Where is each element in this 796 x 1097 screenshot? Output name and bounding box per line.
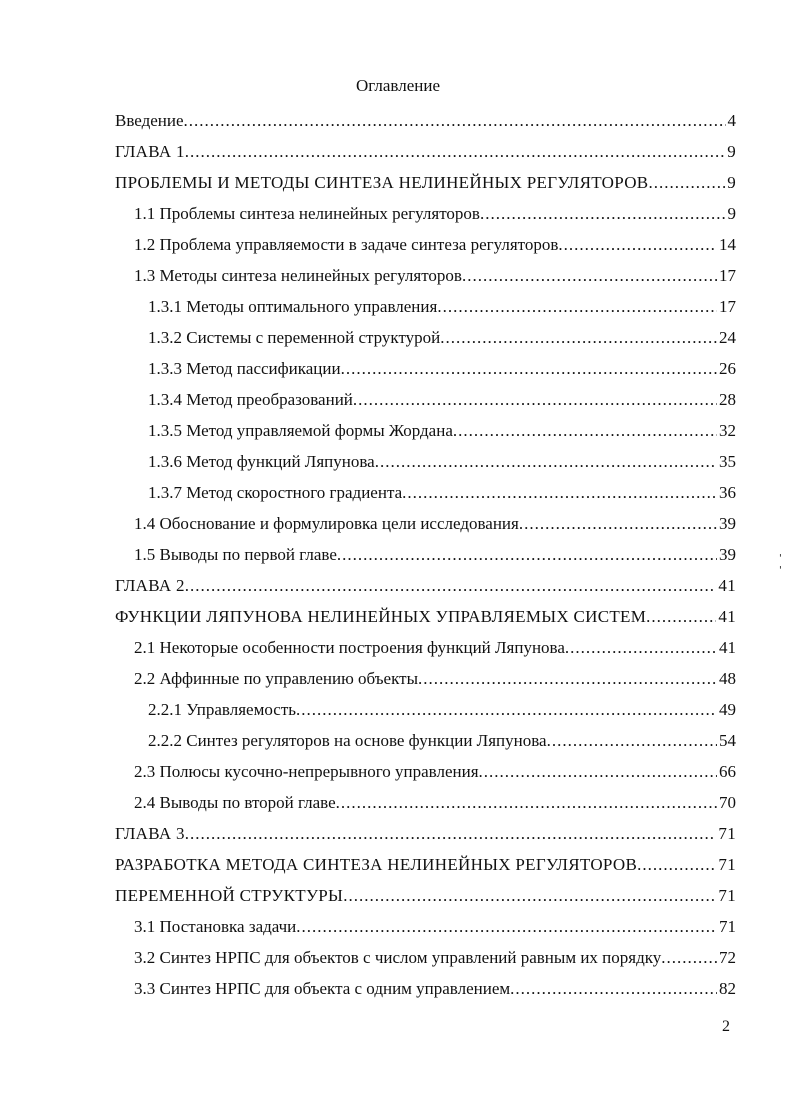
toc-entry-1-3-3[interactable] [148, 356, 736, 382]
toc-entry-page: 28 [719, 390, 736, 409]
toc-entry-1-1[interactable] [134, 201, 736, 227]
toc-leader [462, 263, 717, 289]
toc-entry-label: 1.3.7 Метод скоростного градиента [148, 483, 403, 502]
toc-entry-label: РАЗРАБОТКА МЕТОДА СИНТЕЗА НЕЛИНЕЙНЫХ РЕГУЛЯТОРОВ [115, 855, 638, 874]
toc-leader [337, 542, 717, 568]
toc-entry-label: 1.3.5 Метод управляемой формы Жордана [148, 421, 453, 440]
toc-entry-label: 1.3.1 Методы оптимального управления [148, 297, 438, 316]
toc-entry-chapter-2[interactable] [115, 573, 736, 599]
toc-entry-page: 82 [719, 979, 736, 998]
toc-leader [646, 604, 716, 630]
toc-entry-label: ПЕРЕМЕННОЙ СТРУКТУРЫ [115, 886, 344, 905]
toc-entry-1-3-5[interactable] [148, 418, 736, 444]
toc-entry-label: 3.3 Синтез НРПС для объекта с одним управлением [134, 979, 511, 998]
toc-entry-page: 17 [719, 297, 736, 316]
toc-entry-2-2-1[interactable] [148, 697, 736, 723]
toc-entry-page: 41 [718, 607, 736, 626]
toc-leader [336, 790, 717, 816]
toc-entry-chapter-3[interactable] [115, 821, 736, 847]
toc-entry-page: 39 [719, 545, 736, 564]
toc-leader [296, 697, 717, 723]
toc-leader [402, 480, 717, 506]
toc-entry-label: 1.2 Проблема управляемости в задаче синтеза регуляторов [134, 235, 559, 254]
toc-entry-label: 1.3.2 Системы с переменной структурой [148, 328, 441, 347]
toc-entry-chapter-3-title[interactable] [115, 852, 736, 878]
toc-entry-label: 2.2.1 Управляемость [148, 700, 296, 719]
toc-entry-label: 1.3.6 Метод функций Ляпунова [148, 452, 375, 471]
toc-entry-page: 54 [719, 731, 736, 750]
toc-entry-label: ГЛАВА 3 [115, 824, 185, 843]
toc-leader [353, 387, 717, 413]
toc-entry-page: 48 [719, 669, 736, 688]
toc-entry-introduction[interactable] [115, 108, 736, 134]
toc-entry-label: 1.5 Выводы по первой главе [134, 545, 337, 564]
toc-entry-3-3[interactable] [134, 976, 736, 1002]
toc-entry-page: 24 [719, 328, 736, 347]
toc-entry-1-3-7[interactable] [148, 480, 736, 506]
toc-leader [375, 449, 717, 475]
toc-entry-label: 2.2.2 Синтез регуляторов на основе функции Ляпунова [148, 731, 547, 750]
toc-entry-chapter-2-title[interactable] [115, 604, 736, 630]
toc-leader [184, 108, 726, 134]
page-number: 2 [722, 1018, 730, 1035]
toc-entry-page: 36 [719, 483, 736, 502]
toc-leader [453, 418, 717, 444]
toc-entry-page: 71 [718, 855, 736, 874]
toc-entry-2-2-2[interactable] [148, 728, 736, 754]
toc-entry-page: 17 [719, 266, 736, 285]
toc-entry-page: 14 [719, 235, 736, 254]
toc-entry-label: 3.2 Синтез НРПС для объектов с числом управлений равным их порядку [134, 948, 662, 967]
toc-entry-page: 35 [719, 452, 736, 471]
toc-entry-page: 71 [719, 917, 736, 936]
toc-entry-page: 41 [718, 576, 736, 595]
toc-leader [519, 511, 717, 537]
toc-entry-1-2[interactable] [134, 232, 736, 258]
toc-entry-1-3-1[interactable] [148, 294, 736, 320]
toc-leader [296, 914, 717, 940]
toc-entry-label: 1.1 Проблемы синтеза нелинейных регуляторов [134, 204, 480, 223]
toc-entry-page: 9 [727, 173, 736, 192]
toc-entry-label: Введение [115, 111, 184, 130]
toc-leader [661, 945, 717, 971]
toc-leader [637, 852, 716, 878]
toc-entry-label: 2.4 Выводы по второй главе [134, 793, 336, 812]
toc-entry-1-4[interactable] [134, 511, 736, 537]
toc-entry-3-2[interactable] [134, 945, 736, 971]
toc-leader [185, 139, 725, 165]
toc-entry-chapter-1-title[interactable] [115, 170, 736, 196]
toc-entry-label: ГЛАВА 1 [115, 142, 185, 161]
toc-leader [558, 232, 717, 258]
toc-entry-page: 66 [719, 762, 736, 781]
page-title: Оглавление [356, 76, 440, 95]
toc-entry-page: 71 [718, 886, 736, 905]
toc-leader [437, 294, 717, 320]
toc-leader [510, 976, 717, 1002]
toc-entry-1-3-4[interactable] [148, 387, 736, 413]
toc-leader [440, 325, 717, 351]
toc-entry-label: 1.3.4 Метод преобразований [148, 390, 353, 409]
toc-entry-2-1[interactable] [134, 635, 736, 661]
toc-entry-label: 1.3.3 Метод пассификации [148, 359, 341, 378]
toc-entry-label: 1.3 Методы синтеза нелинейных регуляторов [134, 266, 462, 285]
toc-entry-page: 26 [719, 359, 736, 378]
toc-entry-label: ПРОБЛЕМЫ И МЕТОДЫ СИНТЕЗА НЕЛИНЕЙНЫХ РЕГУЛЯТОРОВ [115, 173, 649, 192]
toc-entry-page: 49 [719, 700, 736, 719]
toc-leader [418, 666, 717, 692]
toc-entry-page: 39 [719, 514, 736, 533]
toc-entry-3-1[interactable] [134, 914, 736, 940]
toc-entry-page: 9 [727, 204, 736, 223]
toc-entry-label: ФУНКЦИИ ЛЯПУНОВА НЕЛИНЕЙНЫХ УПРАВЛЯЕМЫХ СИСТЕМ [115, 607, 647, 626]
toc-entry-label: 2.1 Некоторые особенности построения функций Ляпунова [134, 638, 565, 657]
scan-artifact-mark: ' [779, 565, 782, 576]
toc-entry-1-5[interactable] [134, 542, 736, 568]
toc-leader [185, 821, 717, 847]
toc-entry-2-4[interactable] [134, 790, 736, 816]
toc-entry-page: 9 [727, 142, 736, 161]
toc-entry-1-3-2[interactable] [148, 325, 736, 351]
toc-entry-page: 71 [718, 824, 736, 843]
toc-entry-page: 70 [719, 793, 736, 812]
toc-entry-label: 2.3 Полюсы кусочно-непрерывного управления [134, 762, 479, 781]
toc-entry-1-3[interactable] [134, 263, 736, 289]
toc-entry-2-2[interactable] [134, 666, 736, 692]
toc-leader [480, 201, 726, 227]
toc-leader [565, 635, 717, 661]
toc-entry-page: 72 [719, 948, 736, 967]
toc-entry-chapter-1[interactable] [115, 139, 736, 165]
toc-entry-label: 3.1 Постановка задачи [134, 917, 297, 936]
toc-entry-label: ГЛАВА 2 [115, 576, 185, 595]
toc-leader [185, 573, 717, 599]
toc-leader [343, 883, 716, 909]
toc-entry-label: 1.4 Обоснование и формулировка цели исследования [134, 514, 519, 533]
toc-entry-chapter-3-title-cont[interactable] [115, 883, 736, 909]
toc-entry-2-3[interactable] [134, 759, 736, 785]
scan-artifact-mark: ' [779, 553, 782, 564]
toc-leader [479, 759, 717, 785]
toc-leader [341, 356, 717, 382]
toc-entry-label: 2.2 Аффинные по управлению объекты [134, 669, 418, 688]
toc-entry-page: 4 [727, 111, 736, 130]
toc-leader [547, 728, 717, 754]
toc-entry-1-3-6[interactable] [148, 449, 736, 475]
toc-leader [648, 170, 725, 196]
toc-entry-page: 32 [719, 421, 736, 440]
toc-entry-page: 41 [719, 638, 736, 657]
